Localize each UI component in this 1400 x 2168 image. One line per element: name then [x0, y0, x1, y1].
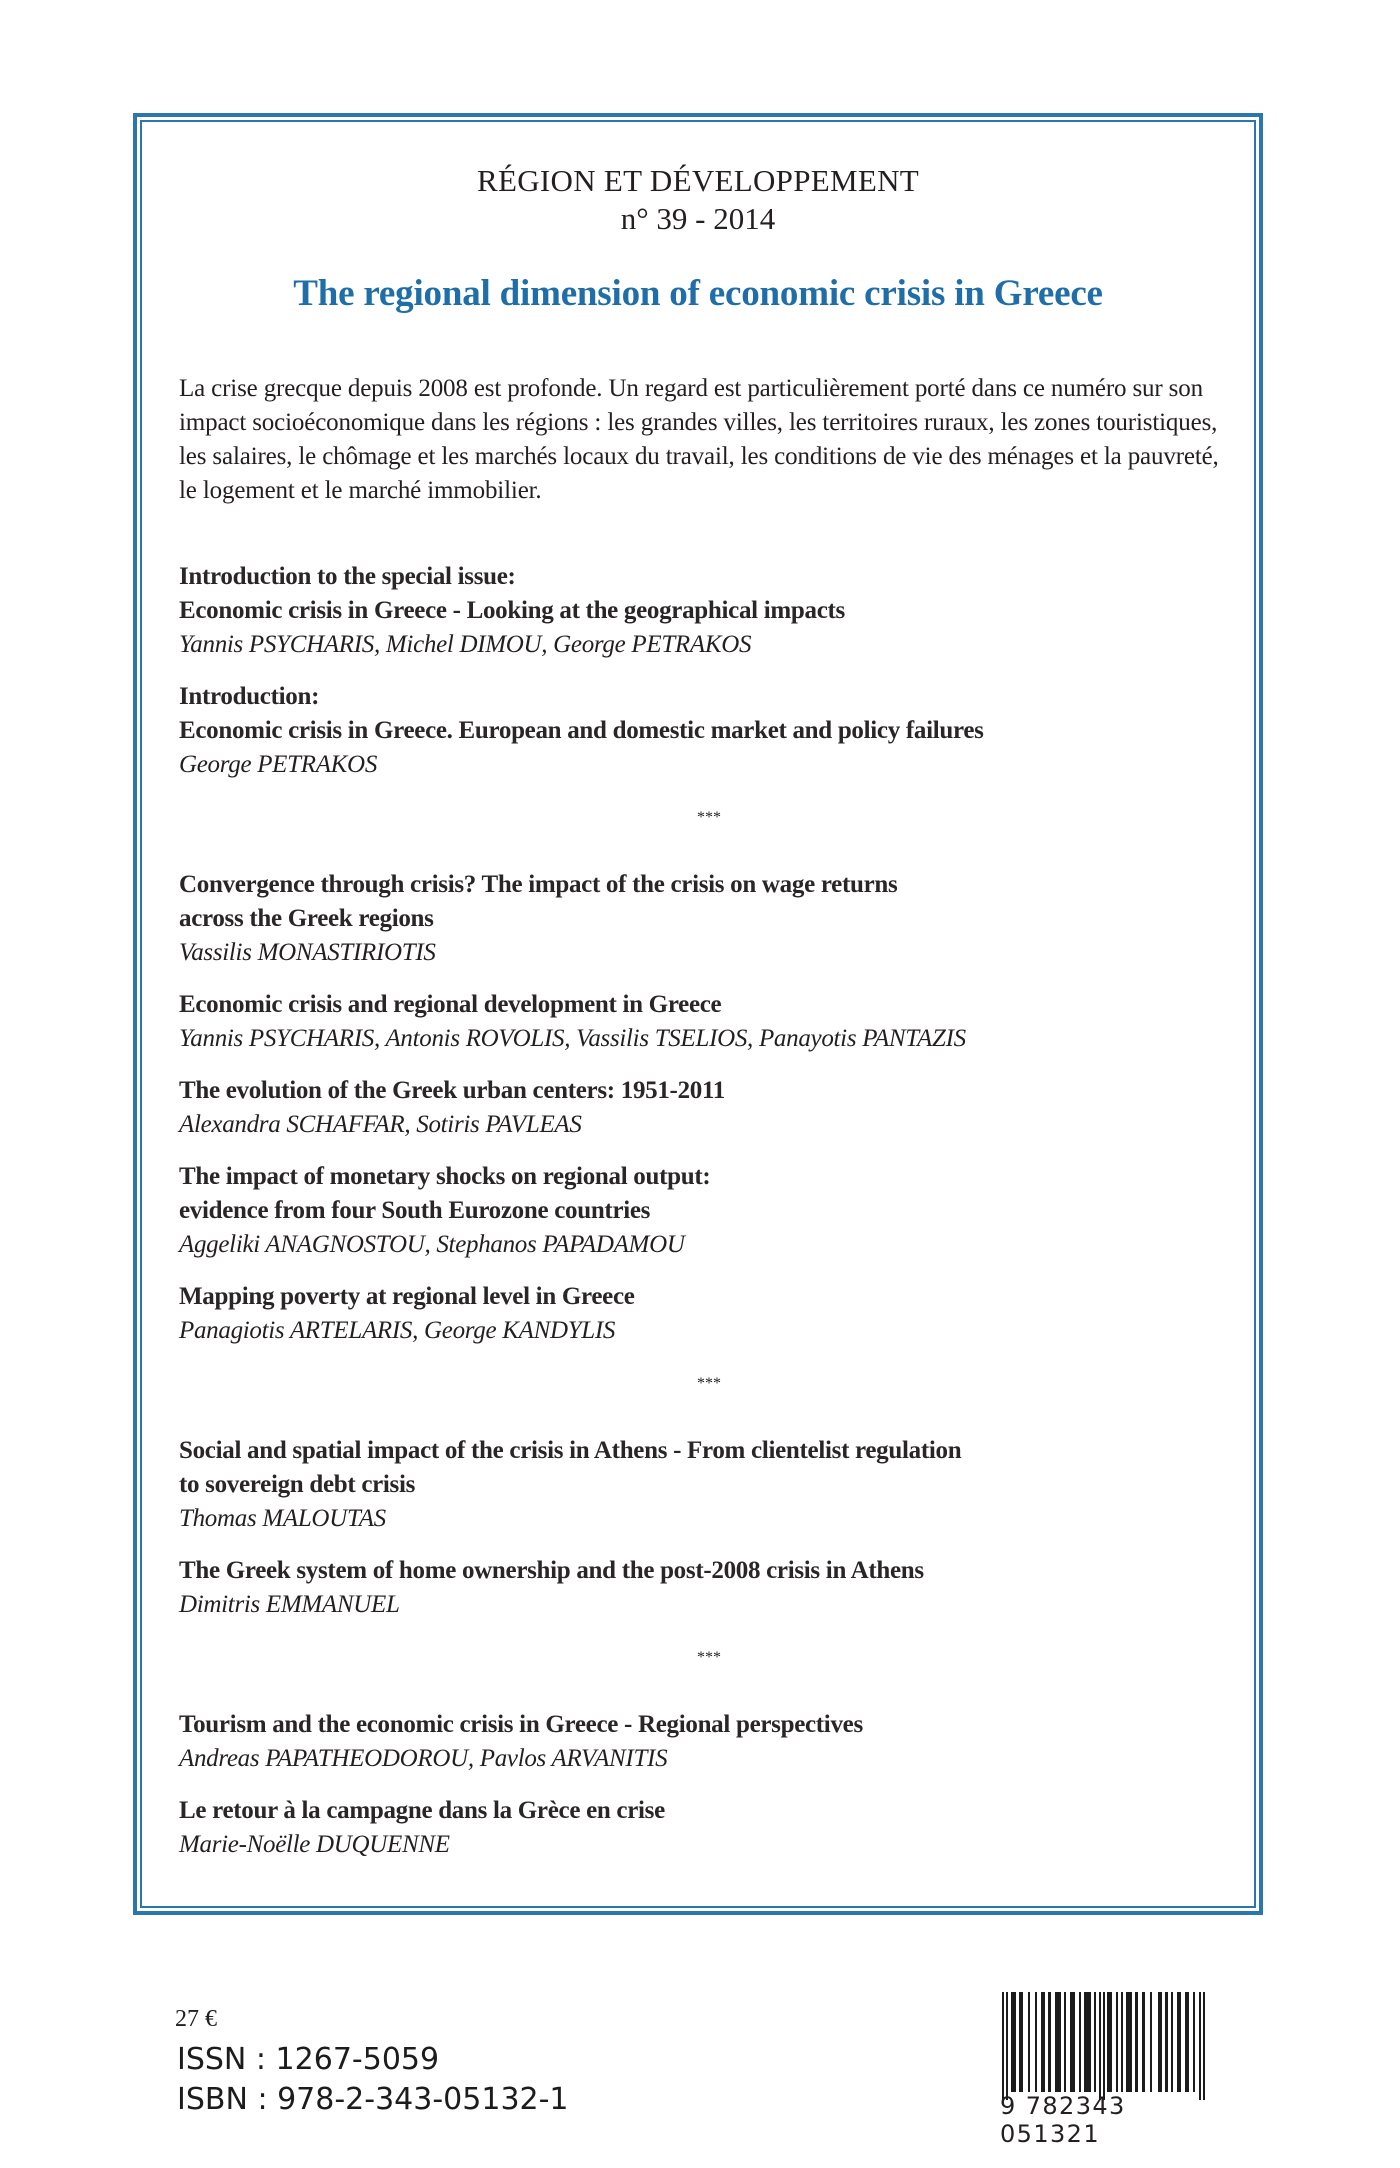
article-title-line: to sovereign debt crisis — [179, 1471, 416, 1498]
article-title — [179, 868, 1239, 936]
article-title — [179, 560, 1239, 628]
abstract-paragraph: La crise grecque depuis 2008 est profonde. Un regard est particulièrement porté dans ce numéro sur son impact socioéconomique dans les régions : les grandes villes, les territoires ruraux, les zones touristiques, les salaires, le chômage et les marchés locaux du travail, les conditions de vie des ménages et la pauvreté, le logement et le marché immobilier. — [179, 375, 1219, 504]
article-title-line: across the Greek regions — [179, 905, 434, 932]
toc-entry — [179, 1794, 1239, 1862]
toc-entry — [179, 1554, 1239, 1622]
section-separator: *** — [697, 1375, 721, 1392]
toc-entry — [179, 1160, 1239, 1262]
article-authors: Yannis PSYCHARIS, Michel DIMOU, George PETRAKOS — [179, 631, 752, 658]
article-authors: George PETRAKOS — [179, 751, 378, 778]
toc-entry — [179, 560, 1239, 662]
article-title — [179, 1280, 1239, 1314]
article-authors: Marie-Noëlle DUQUENNE — [179, 1831, 450, 1858]
article-title — [179, 1794, 1239, 1828]
article-authors: Yannis PSYCHARIS, Antonis ROVOLIS, Vassilis TSELIOS, Panayotis PANTAZIS — [179, 1025, 966, 1052]
barcode-digits: 9 782343 051321 — [1000, 2092, 1126, 2148]
isbn: ISBN : 978-2-343-05132-1 — [177, 2082, 569, 2117]
article-authors: Panagiotis ARTELARIS, George KANDYLIS — [179, 1317, 616, 1344]
article-title — [179, 988, 1239, 1022]
article-title — [179, 1160, 1239, 1228]
toc-entry — [179, 1074, 1239, 1142]
article-title-line: Mapping poverty at regional level in Greece — [179, 1283, 635, 1310]
barcode-bars-icon — [1000, 1992, 1220, 2100]
article-title — [179, 680, 1239, 748]
article-title-line: Economic crisis in Greece - Looking at the geographical impacts — [179, 597, 845, 624]
article-title-line: Economic crisis and regional development in Greece — [179, 991, 722, 1018]
article-authors: Vassilis MONASTIRIOTIS — [179, 939, 436, 966]
table-of-contents — [179, 560, 1239, 1880]
journal-name: RÉGION ET DÉVELOPPEMENT — [476, 163, 920, 198]
article-title — [179, 1074, 1239, 1108]
article-authors: Aggeliki ANAGNOSTOU, Stephanos PAPADAMOU — [179, 1231, 685, 1258]
toc-entry — [179, 988, 1239, 1056]
toc-entry — [179, 680, 1239, 782]
article-title — [179, 1434, 1239, 1502]
article-title-line: evidence from four South Eurozone countries — [179, 1197, 651, 1224]
section-separator: *** — [697, 1649, 721, 1666]
article-authors: Alexandra SCHAFFAR, Sotiris PAVLEAS — [179, 1111, 582, 1138]
article-authors: Thomas MALOUTAS — [179, 1505, 386, 1532]
issn: ISSN : 1267-5059 — [177, 2042, 440, 2077]
section-separator: *** — [697, 809, 721, 826]
article-title-line: Introduction: — [179, 683, 320, 710]
toc-entry — [179, 1434, 1239, 1536]
toc-entry — [179, 1280, 1239, 1348]
article-title-line: The Greek system of home ownership and the post-2008 crisis in Athens — [179, 1557, 924, 1584]
article-title-line: Convergence through crisis? The impact of the crisis on wage returns — [179, 871, 898, 898]
price: 27 € — [175, 2006, 217, 2032]
cover-frame — [133, 113, 1263, 1915]
article-title-line: Tourism and the economic crisis in Greece - Regional perspectives — [179, 1711, 863, 1738]
article-title-line: The evolution of the Greek urban centers: 1951-2011 — [179, 1077, 726, 1104]
article-title-line: Introduction to the special issue: — [179, 563, 516, 590]
masthead — [137, 162, 1259, 238]
article-title — [179, 1554, 1239, 1588]
article-title-line: Economic crisis in Greece. European and domestic market and policy failures — [179, 717, 984, 744]
article-title — [179, 1708, 1239, 1742]
issue-number: n° 39 - 2014 — [620, 201, 776, 236]
issue-title: The regional dimension of economic crisis in Greece — [293, 273, 1103, 314]
toc-entry — [179, 1708, 1239, 1776]
toc-entry — [179, 868, 1239, 970]
isbn-barcode — [1000, 1992, 1220, 2148]
article-title-line: Le retour à la campagne dans la Grèce en crise — [179, 1797, 665, 1824]
article-title-line: The impact of monetary shocks on regional output: — [179, 1163, 711, 1190]
article-authors: Andreas PAPATHEODOROU, Pavlos ARVANITIS — [179, 1745, 668, 1772]
article-authors: Dimitris EMMANUEL — [179, 1591, 400, 1618]
article-title-line: Social and spatial impact of the crisis in Athens - From clientelist regulation — [179, 1437, 962, 1464]
